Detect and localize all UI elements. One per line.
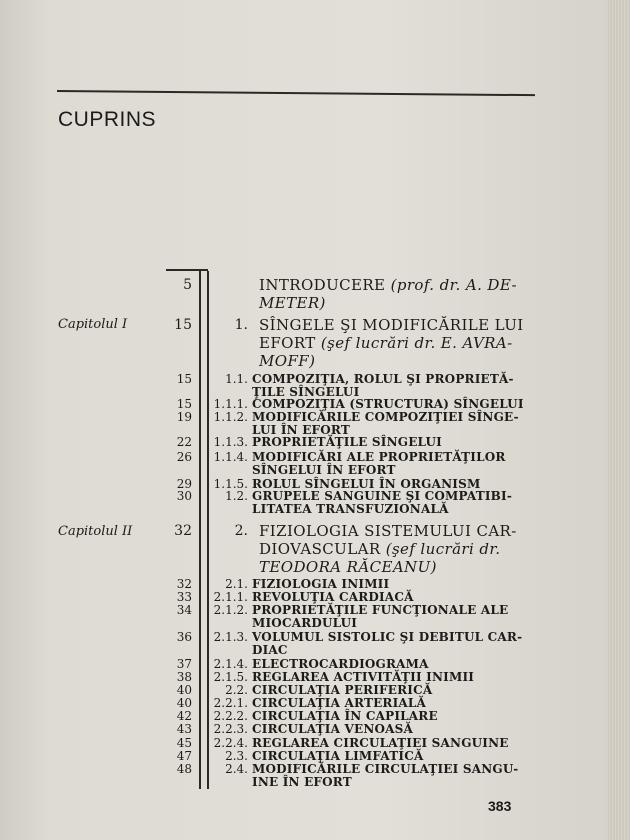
toc-title-line-2: LITATEA TRANSFUZIONALĂ [252, 502, 449, 516]
toc-section-number: 2.2.4. [213, 736, 248, 750]
toc-title-line-1: CIRCULAŢIA VENOASĂ [252, 722, 414, 736]
toc-title-line-2: MIOCARDULUI [252, 616, 358, 630]
toc-page-number: 15 [176, 372, 192, 386]
toc-section-number: 1.1.5. [213, 477, 248, 491]
toc-title-line-1: PROPRIETĂŢILE FUNCŢIONALE ALE [252, 603, 509, 617]
toc-page-number: 34 [176, 603, 192, 617]
toc-page-number: 47 [176, 749, 192, 763]
toc-page-number: 32 [174, 523, 192, 539]
toc-title-line-1: REGLAREA CIRCULAŢIEI SANGUINE [252, 736, 509, 750]
toc-title-line-1: FIZIOLOGIA INIMII [252, 577, 390, 591]
toc-page-number: 48 [176, 762, 192, 776]
toc-title-line-1: CIRCULAŢIA ARTERIALĂ [252, 696, 427, 710]
toc-section-number: 1.1.2. [213, 410, 248, 424]
toc-title-line-2: DIAC [252, 643, 288, 657]
toc-section-number: 1.2. [225, 489, 248, 503]
toc-section-number: 2. [234, 523, 248, 539]
toc-title-line-2: LUI ÎN EFORT [252, 423, 351, 437]
toc-title-line-1: ROLUL SÎNGELUI ÎN ORGANISM [252, 477, 481, 491]
toc-page-number: 42 [176, 709, 192, 723]
toc-title-line-1: REGLAREA ACTIVITĂŢII INIMII [252, 670, 475, 684]
toc-page-number: 5 [183, 277, 192, 293]
toc-section-number: 1.1.4. [213, 450, 248, 464]
toc-section-number: 2.2.1. [213, 696, 248, 710]
page-title: CUPRINS [58, 108, 157, 131]
toc-title-line-2: INE ÎN EFORT [252, 775, 352, 789]
toc-section-number: 2.1.2. [213, 603, 248, 617]
toc-title-line-1: REVOLUŢIA CARDIACĂ [252, 590, 414, 604]
toc-title-line-2: EFORT (şef lucrări dr. E. AVRA- [259, 334, 513, 352]
page-number-folio: 383 [488, 798, 512, 814]
toc-section-number: 2.2. [225, 683, 248, 697]
toc-section-number: 2.4. [225, 762, 248, 776]
toc-title-line-1: CIRCULAŢIA PERIFERICĂ [252, 683, 433, 697]
column-rule-right [207, 271, 209, 789]
toc-title-line-1: MODIFICĂRILE COMPOZIŢIEI SÎNGE- [252, 410, 519, 424]
toc-page-number: 36 [176, 630, 192, 644]
toc-title-line-2: ŢILE SÎNGELUI [252, 385, 360, 399]
toc-page-number: 33 [176, 590, 192, 604]
toc-title-line-1: GRUPELE SANGUINE ŞI COMPATIBI- [252, 489, 513, 503]
toc-page-number: 40 [176, 683, 192, 697]
toc-title-line-1: ELECTROCARDIOGRAMA [252, 657, 429, 671]
toc-section-number: 2.1.4. [213, 657, 248, 671]
toc-page-number: 32 [176, 577, 192, 591]
toc-page-number: 15 [176, 397, 192, 411]
toc-page-number: 43 [176, 722, 192, 736]
toc-page-number: 22 [176, 435, 192, 449]
toc-section-number: 1.1.3. [213, 435, 248, 449]
top-rule [57, 90, 535, 96]
toc-section-number: 2.2.3. [213, 722, 248, 736]
toc-section-number: 1.1.1. [213, 397, 248, 411]
toc-title-line-1: INTRODUCERE (prof. dr. A. DE- [259, 276, 517, 294]
toc-title-line-1: CIRCULAŢIA ÎN CAPILARE [252, 709, 438, 723]
toc-title-line-1: MODIFICĂRI ALE PROPRIETĂŢILOR [252, 450, 506, 464]
toc-title-line-1: FIZIOLOGIA SISTEMULUI CAR- [259, 522, 517, 540]
column-rule-top [166, 269, 208, 271]
toc-page-number: 26 [176, 450, 192, 464]
toc-title-line-1: MODIFICĂRILE CIRCULAŢIEI SANGU- [252, 762, 519, 776]
toc-section-number: 1.1. [225, 372, 248, 386]
toc-section-number: 2.1. [225, 577, 248, 591]
toc-title-line-1: CIRCULAŢIA LIMFATICĂ [252, 749, 424, 763]
toc-page-number: 40 [176, 696, 192, 710]
toc-page-number: 30 [176, 489, 192, 503]
toc-title-line-2: DIOVASCULAR (şef lucrări dr. [259, 540, 501, 558]
chapter-label: Capitolul I [58, 317, 128, 332]
toc-title-line-2: SÎNGELUI ÎN EFORT [252, 463, 396, 477]
toc-page-number: 37 [176, 657, 192, 671]
toc-title-line-3: MOFF) [259, 352, 316, 370]
toc-section-number: 2.2.2. [213, 709, 248, 723]
toc-page-number: 45 [176, 736, 192, 750]
toc-title-line-1: VOLUMUL SISTOLIC ŞI DEBITUL CAR- [252, 630, 523, 644]
toc-section-number: 2.1.3. [213, 630, 248, 644]
toc-title-line-1: SÎNGELE ŞI MODIFICĂRILE LUI [259, 316, 524, 334]
page-edge-shadow [608, 0, 630, 840]
toc-section-number: 2.1.5. [213, 670, 248, 684]
column-rule-left [199, 271, 201, 789]
toc-page-number: 29 [176, 477, 192, 491]
toc-title-line-1: COMPOZIŢIA (STRUCTURA) SÎNGELUI [252, 397, 524, 411]
toc-title-line-1: PROPRIETĂŢILE SÎNGELUI [252, 435, 442, 449]
toc-page-number: 15 [174, 317, 192, 333]
toc-page-number: 38 [176, 670, 192, 684]
toc-title-line-1: COMPOZIŢIA, ROLUL ŞI PROPRIETĂ- [252, 372, 514, 386]
toc-page-number: 19 [176, 410, 192, 424]
toc-section-number: 1. [234, 317, 248, 333]
toc-section-number: 2.3. [225, 749, 248, 763]
toc-title-line-2: METER) [259, 294, 326, 312]
toc-title-line-3: TEODORA RĂCEANU) [259, 558, 437, 576]
toc-section-number: 2.1.1. [213, 590, 248, 604]
chapter-label: Capitolul II [58, 524, 133, 539]
